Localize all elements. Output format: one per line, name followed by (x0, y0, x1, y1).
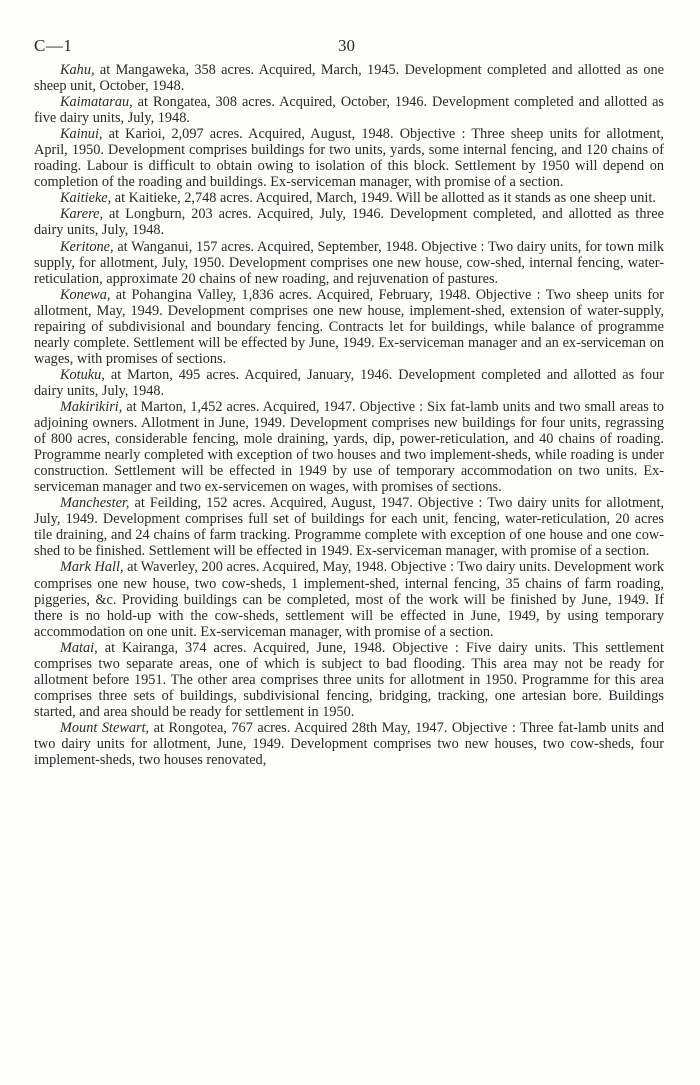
place-name: Mark Hall, (60, 559, 124, 576)
entry-text: at Waverley, 200 acres. Acquired, May, 1948. Objective : Two dairy units. Development work comprises one new house, two cow-sheds, 1 implement-shed, internal fencing, 35 chains of farm roading, piggeries, &c. Providing buildings can be completed, most of the work will be finished by June, 1949. If there is no hold-up with the cow-sheds, settlement will be effected in June, 1949, by using temporary accommodation on one unit. Ex-serviceman manager, with promise of a section. (34, 559, 664, 640)
place-name: Matai, (60, 639, 98, 656)
place-name: Keritone, (60, 238, 114, 255)
entry-kaimatarau (34, 94, 664, 126)
entry-manchester (34, 495, 664, 559)
page-number: 30 (338, 36, 355, 55)
place-name: Manchester, (60, 495, 130, 512)
entry-text: at Kairanga, 374 acres. Acquired, June, 1948. Objective : Five dairy units. This settlement comprises two separate areas, one of which is subject to bad flooding. This area may not be ready for allotment before 1951. The other area comprises three units for allotment in 1950. Programme for this area comprises three sets of buildings, subdivisional fencing, bridging, tracking, one artesian bore. Buildings started, and area should be ready for settlement in 1950. (34, 639, 664, 720)
entry-mount-stewart (34, 720, 664, 768)
report-body (34, 62, 664, 768)
entry-text: at Pohangina Valley, 1,836 acres. Acquired, February, 1948. Objective : Two sheep units for allotment, May, 1949. Development comprises one new house, implement-shed, extension of water-supply, repairing of subdivisional and boundary fencing. Contracts let for buildings, while balance of programme nearly complete. Settlement will be effected by June, 1949. Ex-serviceman manager and an ex-serviceman on wages, with promises of sections. (34, 286, 664, 367)
entry-text: at Marton, 1,452 acres. Acquired, 1947. Objective : Six fat-lamb units and two small areas to adjoining owners. Allotment in June, 1949. Development comprises new buildings for four units, regrassing of 800 acres, considerable fencing, mole draining, yards, dip, power-reticulation, and 40 chains of roading. Programme nearly completed with exception of two houses and two implement-sheds, while roading is under construction. Settlement will be effected in 1949 by use of temporary accommodation on two units. Ex-serviceman manager and two ex-servicemen on wages, with promises of sections. (34, 398, 664, 496)
report-reference: C—1 (34, 36, 73, 55)
place-name: Konewa, (60, 286, 111, 303)
entry-makirikiri (34, 399, 664, 495)
place-name: Kaimatarau, (60, 94, 133, 111)
entry-text: at Rongotea, 767 acres. Acquired 28th May, 1947. Objective : Three fat-lamb units and two dairy units for allotment, June, 1949. Development comprises two new houses, two cow-sheds, four implement-sheds, two houses renovated, (34, 719, 664, 769)
entry-text: at Feilding, 152 acres. Acquired, August, 1947. Objective : Two dairy units for allotment, July, 1949. Development comprises full set of buildings for each unit, fencing, water-reticulation, 20 acres tile draining, and 24 chains of farm tracking. Programme complete with exception of one house and one cow-shed to be finished. Settlement will be effected in 1949. Ex-serviceman manager, with promise of a section. (34, 495, 664, 560)
entry-kahu (34, 62, 664, 94)
entry-text: at Wanganui, 157 acres. Acquired, September, 1948. Objective : Two dairy units, for town milk supply, for allotment, July, 1950. Development comprises one new house, cow-shed, internal fencing, water-reticulation, approximate 20 chains of new roading, and rejuvenation of pastures. (34, 238, 664, 287)
entry-text: at Karioi, 2,097 acres. Acquired, August, 1948. Objective : Three sheep units for allotment, April, 1950. Development comprises buildings for two units, yards, some internal fencing, and 120 chains of roading. Labour is difficult to obtain owing to isolation of this block. Settlement by 1950 will depend on completion of the roading and buildings. Ex-serviceman manager, with promise of a section. (34, 126, 664, 191)
entry-matai (34, 640, 664, 720)
entry-text: at Marton, 495 acres. Acquired, January, 1946. Development completed and allotted as four dairy units, July, 1948. (34, 366, 664, 399)
entry-kainui (34, 126, 664, 190)
entry-konewa (34, 287, 664, 367)
place-name: Mount Stewart, (60, 719, 150, 736)
entry-kaitieke (34, 190, 664, 206)
place-name: Kaitieke, (60, 190, 112, 207)
place-name: Kahu, (60, 62, 95, 78)
entry-text: at Mangaweka, 358 acres. Acquired, March, 1945. Development completed and allotted as one sheep unit, October, 1948. (34, 62, 664, 95)
entry-text: at Rongatea, 308 acres. Acquired, October, 1946. Development completed and allotted as five dairy units, July, 1948. (34, 94, 664, 127)
entry-text: at Longburn, 203 acres. Acquired, July, 1946. Development completed, and allotted as three dairy units, July, 1948. (34, 206, 664, 239)
entry-text: at Kaitieke, 2,748 acres. Acquired, March, 1949. Will be allotted as it stands as one sheep unit. (111, 190, 656, 207)
entry-karere (34, 206, 664, 238)
entry-keritone (34, 239, 664, 287)
place-name: Makirikiri, (60, 398, 123, 415)
place-name: Kainui, (60, 126, 103, 143)
entry-kotuku (34, 367, 664, 399)
entry-mark-hall (34, 559, 664, 639)
place-name: Karere, (60, 206, 104, 223)
place-name: Kotuku, (60, 366, 105, 383)
